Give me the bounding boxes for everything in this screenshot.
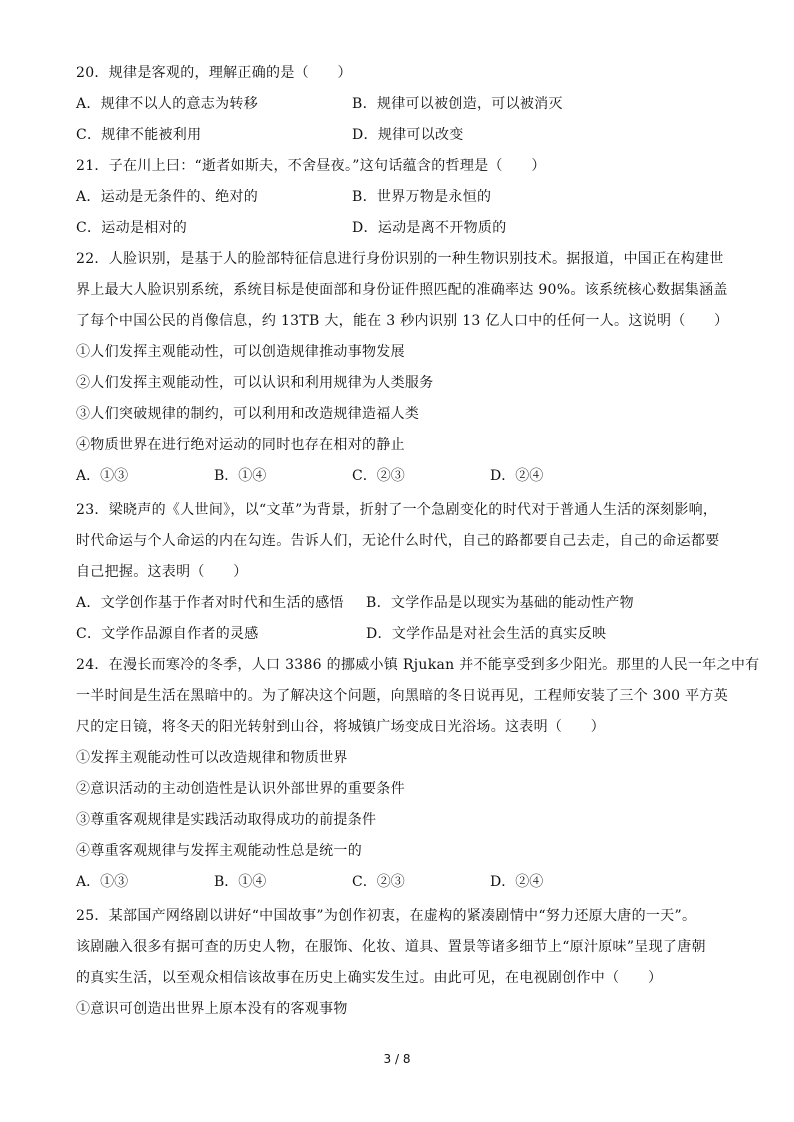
question-24-option-b: B．①④	[214, 874, 267, 890]
question-24-option-a: A．①③	[76, 874, 129, 890]
question-20-option-c: C．规律不能被利用	[76, 127, 202, 143]
question-22-item-1: ①人们发挥主观能动性，可以创造规律推动事物发展	[76, 344, 405, 360]
question-25-stem-line-1: 25．某部国产网络剧以讲好“中国故事”为创作初衷，在虚构的紧凑剧情中“努力还原大唐的一天”。	[76, 908, 697, 924]
question-24-stem-line-2: 一半时间是生活在黑暗中的。为了解决这个问题，向黑暗的冬日说再见，工程师安装了三个 300 平方英	[76, 688, 729, 704]
question-24-item-3: ③尊重客观规律是实践活动取得成功的前提条件	[76, 812, 377, 828]
question-24-item-4: ④尊重客观规律与发挥主观能动性总是统一的	[76, 843, 362, 859]
question-21-option-a: A．运动是无条件的、绝对的	[76, 189, 259, 205]
question-24-item-2: ②意识活动的主动创造性是认识外部世界的重要条件	[76, 781, 405, 797]
question-24-item-1: ①发挥主观能动性可以改造规律和物质世界	[76, 750, 348, 766]
question-23-option-b: B．文学作品是以现实为基础的能动性产物	[366, 595, 634, 611]
question-23-option-d: D．文学作品是对社会生活的真实反映	[366, 626, 607, 642]
question-24-stem-line-1: 24．在漫长而寒冷的冬季，人口 3386 的挪威小镇 Rjukan 并不能享受到多少阳光。那里的人民一年之中有	[76, 657, 760, 673]
question-25-stem-line-2: 该剧融入很多有据可查的历史人物，在服饰、化妆、道具、置景等诸多细节上“原汁原味”呈现了唐朝	[76, 939, 706, 955]
question-23-stem-line-2: 时代命运与个人命运的内在勾连。告诉人们，无论什么时代，自己的路都要自己去走，自己的命运都要	[76, 533, 720, 549]
question-23-stem-line-1: 23．梁晓声的《人世间》，以“文革”为背景，折射了一个急剧变化的时代对于普通人生活的深刻影响，	[76, 502, 718, 518]
question-24-option-c: C．②③	[352, 874, 405, 890]
question-22-option-d: D．②④	[490, 468, 544, 484]
question-21-option-c: C．运动是相对的	[76, 220, 188, 236]
question-25-stem-line-3: 的真实生活，以至观众相信该故事在历史上确实发生过。由此可见，在电视剧创作中（ ）	[76, 970, 663, 986]
question-20-option-b: B．规律可以被创造，可以被消灭	[352, 96, 563, 112]
question-22-option-a: A．①③	[76, 468, 129, 484]
question-24-option-d: D．②④	[490, 874, 544, 890]
question-24-stem-line-3: 尺的定日镜，将冬天的阳光转射到山谷，将城镇广场变成日光浴场。这表明（ ）	[76, 719, 606, 735]
question-23-stem-line-3: 自己把握。这表明（ ）	[76, 564, 248, 580]
question-22-stem-line-1: 22．人脸识别，是基于人的脸部特征信息进行身份识别的一种生物识别技术。据报道，中国正在构建世	[76, 251, 724, 267]
question-21-option-d: D．运动是离不开物质的	[352, 220, 507, 236]
question-21-option-b: B．世界万物是永恒的	[352, 189, 492, 205]
question-22-option-b: B．①④	[214, 468, 267, 484]
question-22-stem-line-2: 界上最大人脸识别系统，系统目标是使面部和身份证件照匹配的准确率达 90%。该系统核心数据集涵盖	[76, 282, 728, 298]
question-20-stem: 20．规律是客观的，理解正确的是（ ）	[76, 65, 352, 81]
question-23-option-c: C．文学作品源自作者的灵感	[76, 626, 259, 642]
question-22-item-2: ②人们发挥主观能动性，可以认识和利用规律为人类服务	[76, 375, 434, 391]
page-number: 3 / 8	[383, 1052, 411, 1066]
question-20-option-d: D．规律可以改变	[352, 127, 464, 143]
question-21-stem: 21．子在川上曰：“逝者如斯夫，不舍昼夜。”这句话蕴含的哲理是（ ）	[76, 158, 546, 174]
question-22-option-c: C．②③	[352, 468, 405, 484]
question-22-stem-line-3: 了每个中国公民的肖像信息，约 13TB 大，能在 3 秒内识别 13 亿人口中的任何一人。这说明（ ）	[76, 313, 729, 329]
question-22-item-3: ③人们突破规律的制约，可以利用和改造规律造福人类	[76, 406, 420, 422]
question-22-item-4: ④物质世界在进行绝对运动的同时也存在相对的静止	[76, 437, 405, 453]
question-20-option-a: A．规律不以人的意志为转移	[76, 96, 259, 112]
question-25-item-1: ①意识可创造出世界上原本没有的客观事物	[76, 1001, 348, 1017]
question-23-option-a: A．文学创作基于作者对时代和生活的感悟	[76, 595, 344, 611]
